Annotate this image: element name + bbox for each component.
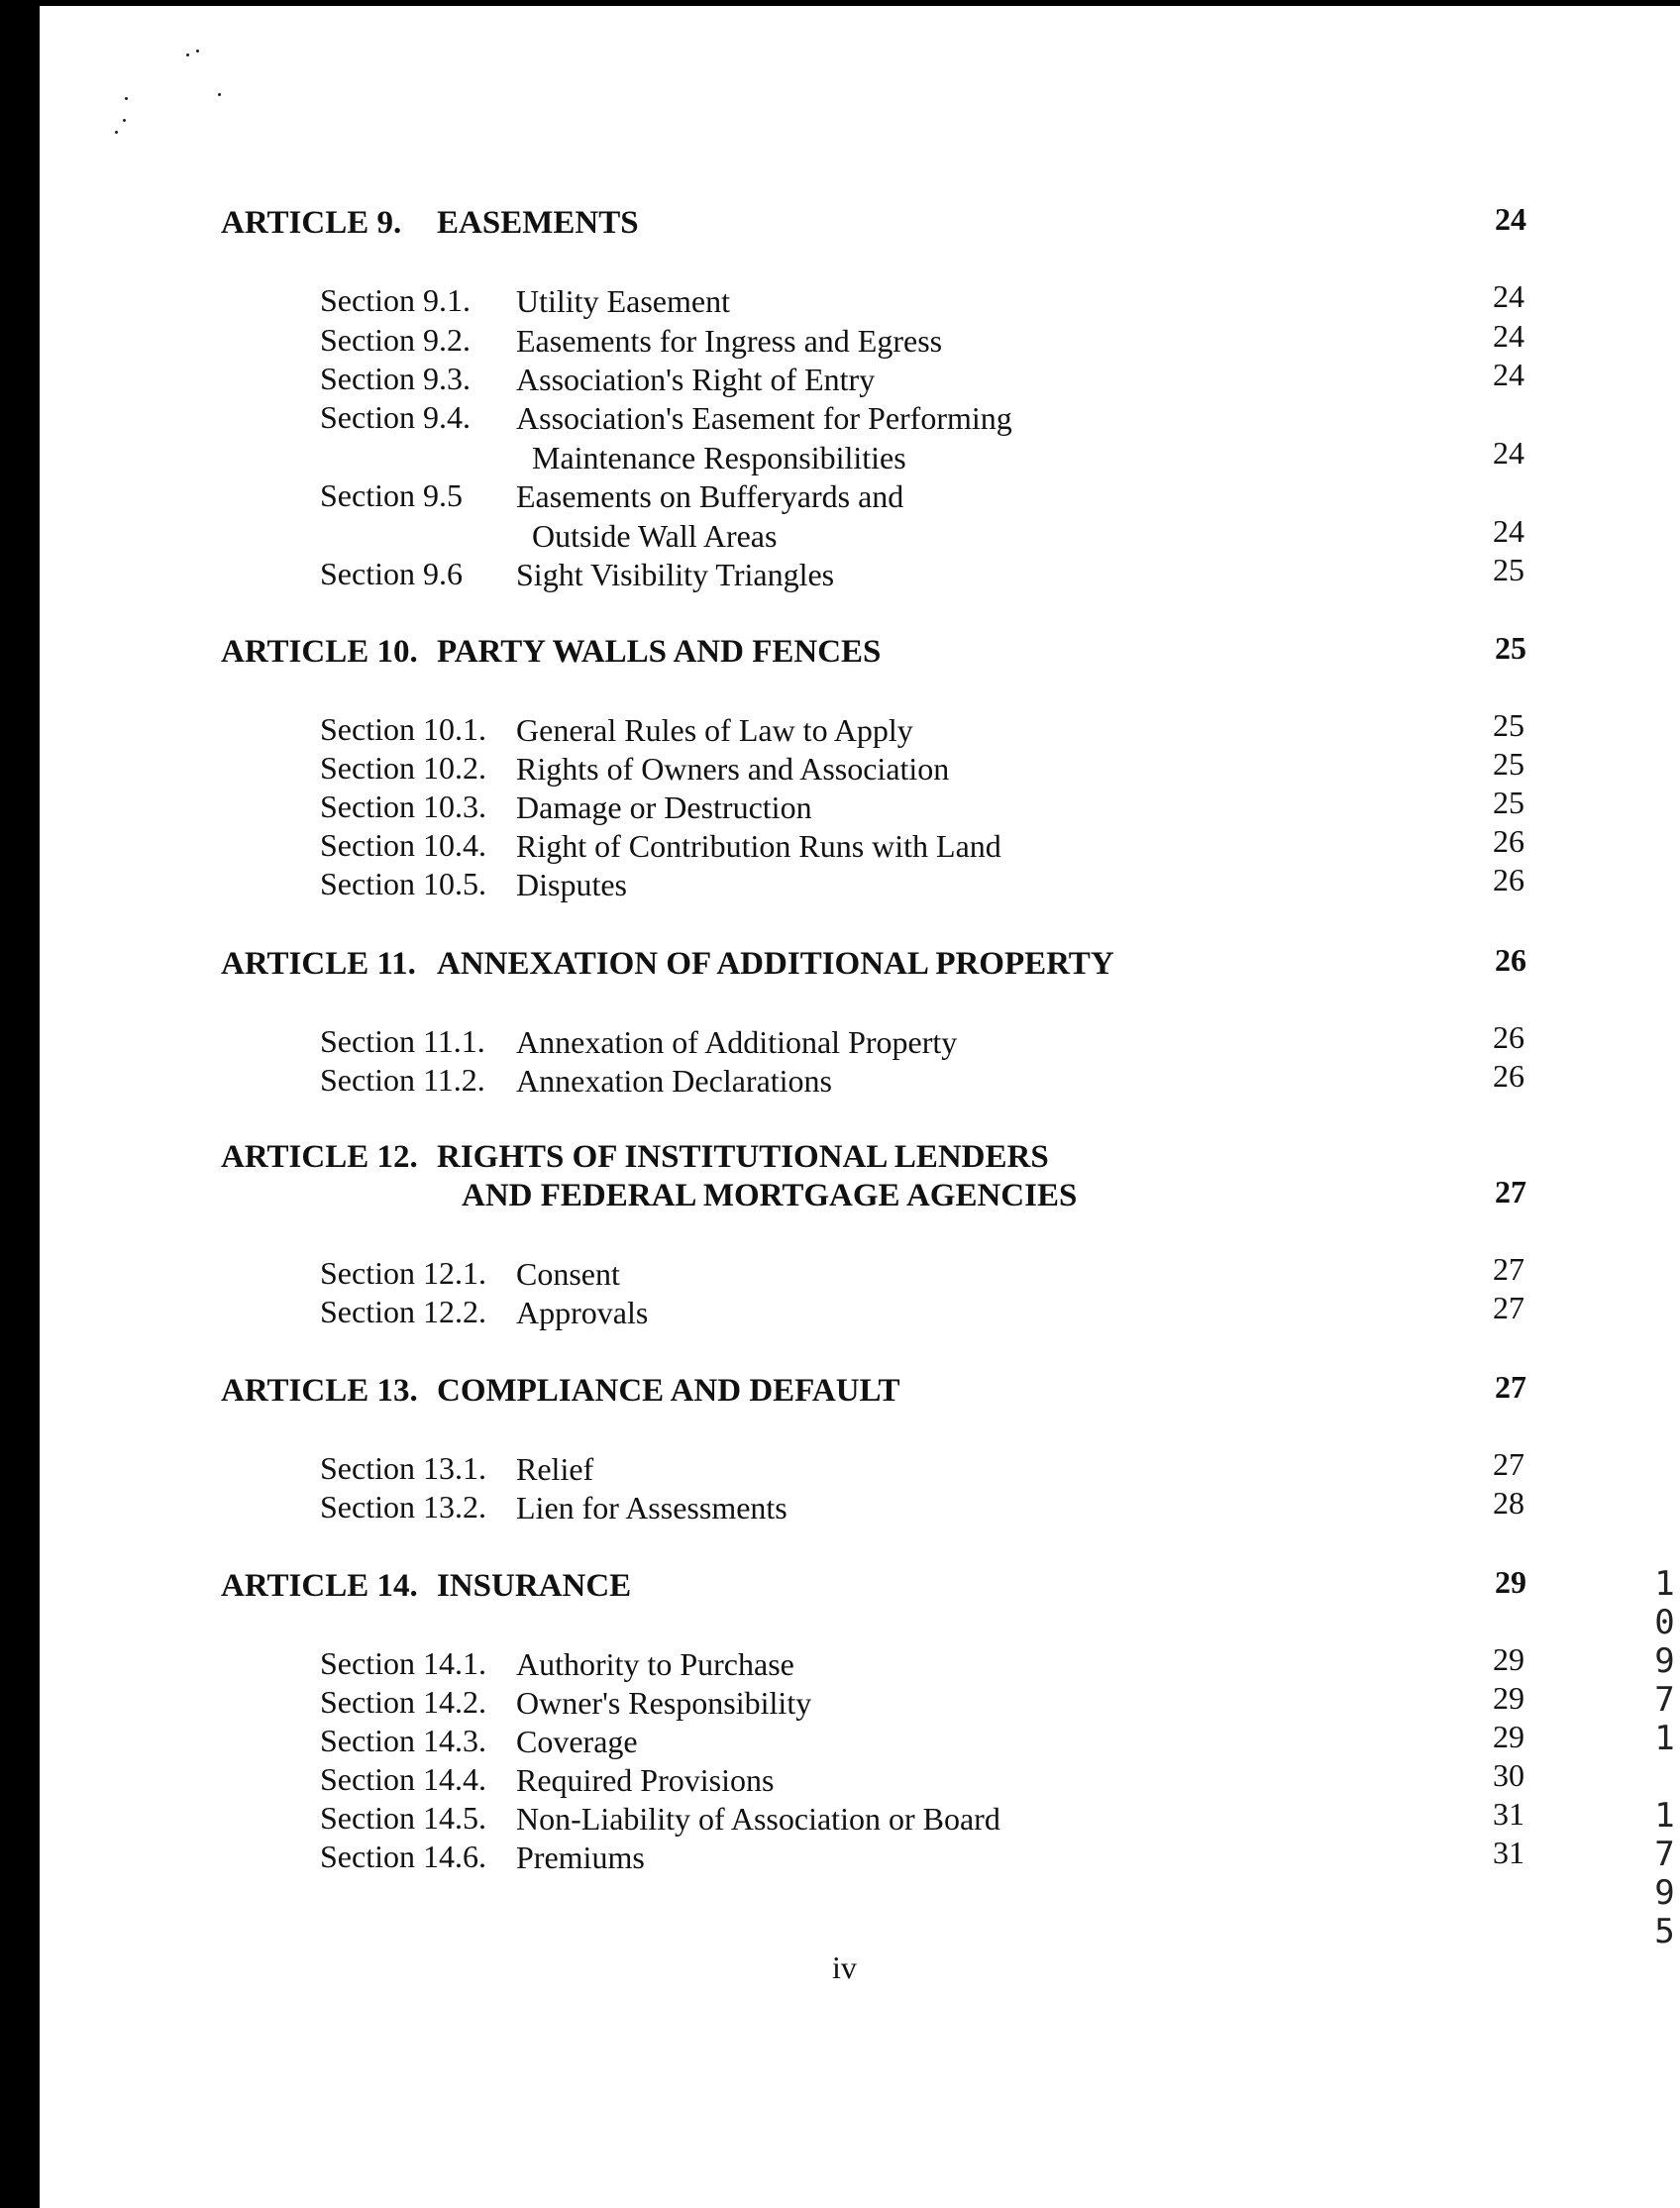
article-number: ARTICLE 10. [221, 634, 418, 670]
section-page: 26 [1493, 1058, 1524, 1094]
section-title: Coverage [516, 1724, 638, 1759]
section-label: Section 13.1. [320, 1450, 486, 1486]
section-label: Section 9.6 [320, 556, 463, 591]
section-label: Section 10.3. [320, 789, 486, 824]
section-title: Easements for Ingress and Egress [516, 323, 943, 359]
article-page: 25 [1495, 630, 1526, 666]
section-title: Approvals [516, 1295, 649, 1330]
article-title: ANNEXATION OF ADDITIONAL PROPERTY [437, 946, 1114, 982]
article-page: 26 [1495, 942, 1526, 978]
section-title: Annexation Declarations [516, 1063, 832, 1099]
section-title: Lien for Assessments [516, 1490, 788, 1525]
section-title: Association's Easement for Performing [516, 400, 1012, 436]
section-label: Section 10.2. [320, 750, 486, 786]
section-page: 25 [1493, 785, 1524, 820]
section-label: Section 9.3. [320, 361, 471, 396]
section-page: 24 [1493, 513, 1524, 549]
section-label: Section 12.2. [320, 1294, 486, 1329]
section-title: Disputes [516, 867, 627, 902]
section-page: 24 [1493, 435, 1524, 471]
section-page: 25 [1493, 552, 1524, 587]
section-label: Section 14.5. [320, 1800, 486, 1836]
section-title: General Rules of Law to Apply [516, 712, 913, 748]
article-title: PARTY WALLS AND FENCES [437, 634, 882, 670]
stamp-digit: 1 [1654, 1796, 1675, 1836]
article-title-continued: AND FEDERAL MORTGAGE AGENCIES [462, 1178, 1078, 1213]
section-label: Section 13.2. [320, 1489, 486, 1525]
section-label: Section 9.4. [320, 399, 471, 435]
section-page: 29 [1493, 1719, 1524, 1754]
section-title: Owner's Responsibility [516, 1685, 812, 1721]
stamp-digit: 9 [1654, 1873, 1675, 1913]
section-label: Section 14.4. [320, 1761, 486, 1797]
section-label: Section 14.6. [320, 1839, 486, 1874]
document-id-stamp [1649, 1565, 1680, 1951]
section-title-continued: Maintenance Responsibilities [532, 440, 906, 475]
article-page: 27 [1495, 1174, 1526, 1209]
section-label: Section 9.5 [320, 477, 463, 513]
section-label: Section 10.1. [320, 711, 486, 747]
section-title: Relief [516, 1451, 594, 1487]
stamp-digit: 7 [1654, 1680, 1675, 1720]
section-label: Section 10.4. [320, 827, 486, 863]
article-title: RIGHTS OF INSTITUTIONAL LENDERS [437, 1139, 1049, 1175]
section-title: Premiums [516, 1840, 645, 1875]
section-label: Section 11.1. [320, 1023, 485, 1059]
section-label: Section 14.3. [320, 1723, 486, 1758]
section-label: Section 14.1. [320, 1645, 486, 1681]
section-page: 31 [1493, 1835, 1524, 1870]
section-title: Consent [516, 1256, 620, 1292]
stamp-digit: 1 [1654, 1719, 1675, 1758]
stamp-digit: 0 [1654, 1603, 1675, 1642]
section-page: 26 [1493, 1019, 1524, 1055]
stamp-digit: 7 [1654, 1835, 1675, 1874]
section-page: 31 [1493, 1796, 1524, 1832]
stamp-digit: 1 [1654, 1564, 1675, 1604]
article-number: ARTICLE 11. [221, 946, 416, 982]
section-page: 28 [1493, 1485, 1524, 1521]
section-page: 24 [1493, 278, 1524, 314]
section-label: Section 12.1. [320, 1255, 486, 1291]
section-title: Association's Right of Entry [516, 362, 876, 397]
page-number: iv [832, 1949, 857, 1985]
section-title: Required Provisions [516, 1762, 775, 1798]
article-page: 29 [1495, 1564, 1526, 1600]
article-number: ARTICLE 14. [221, 1568, 418, 1604]
section-title: Easements on Bufferyards and [516, 478, 904, 514]
section-page: 27 [1493, 1290, 1524, 1325]
section-title: Authority to Purchase [516, 1646, 794, 1682]
section-page: 29 [1493, 1680, 1524, 1716]
section-title: Rights of Owners and Association [516, 751, 950, 787]
section-title: Right of Contribution Runs with Land [516, 828, 1001, 864]
article-page: 24 [1495, 201, 1526, 237]
section-page: 27 [1493, 1251, 1524, 1287]
section-page: 29 [1493, 1641, 1524, 1677]
section-title-continued: Outside Wall Areas [532, 518, 778, 554]
section-title: Utility Easement [516, 283, 730, 319]
article-title: COMPLIANCE AND DEFAULT [437, 1373, 900, 1409]
section-label: Section 9.2. [320, 322, 471, 358]
article-number: ARTICLE 9. [221, 205, 402, 241]
section-title: Damage or Destruction [516, 789, 812, 825]
section-label: Section 9.1. [320, 282, 471, 318]
section-label: Section 10.5. [320, 866, 486, 901]
article-title: INSURANCE [437, 1568, 632, 1604]
section-page: 26 [1493, 823, 1524, 859]
section-page: 27 [1493, 1446, 1524, 1482]
section-page: 25 [1493, 707, 1524, 743]
section-title: Sight Visibility Triangles [516, 557, 835, 592]
stamp-digit: 5 [1654, 1912, 1675, 1951]
section-label: Section 11.2. [320, 1062, 485, 1098]
stamp-gap [1649, 1758, 1680, 1797]
section-page: 24 [1493, 318, 1524, 354]
section-label: Section 14.2. [320, 1684, 486, 1720]
article-title: EASEMENTS [437, 205, 639, 241]
section-title: Annexation of Additional Property [516, 1024, 958, 1060]
section-page: 25 [1493, 746, 1524, 782]
section-page: 30 [1493, 1757, 1524, 1793]
article-page: 27 [1495, 1369, 1526, 1405]
stamp-digit: 9 [1654, 1641, 1675, 1681]
section-page: 26 [1493, 862, 1524, 897]
article-number: ARTICLE 12. [221, 1139, 418, 1175]
section-title: Non-Liability of Association or Board [516, 1801, 1000, 1837]
article-number: ARTICLE 13. [221, 1373, 418, 1409]
section-page: 24 [1493, 357, 1524, 392]
